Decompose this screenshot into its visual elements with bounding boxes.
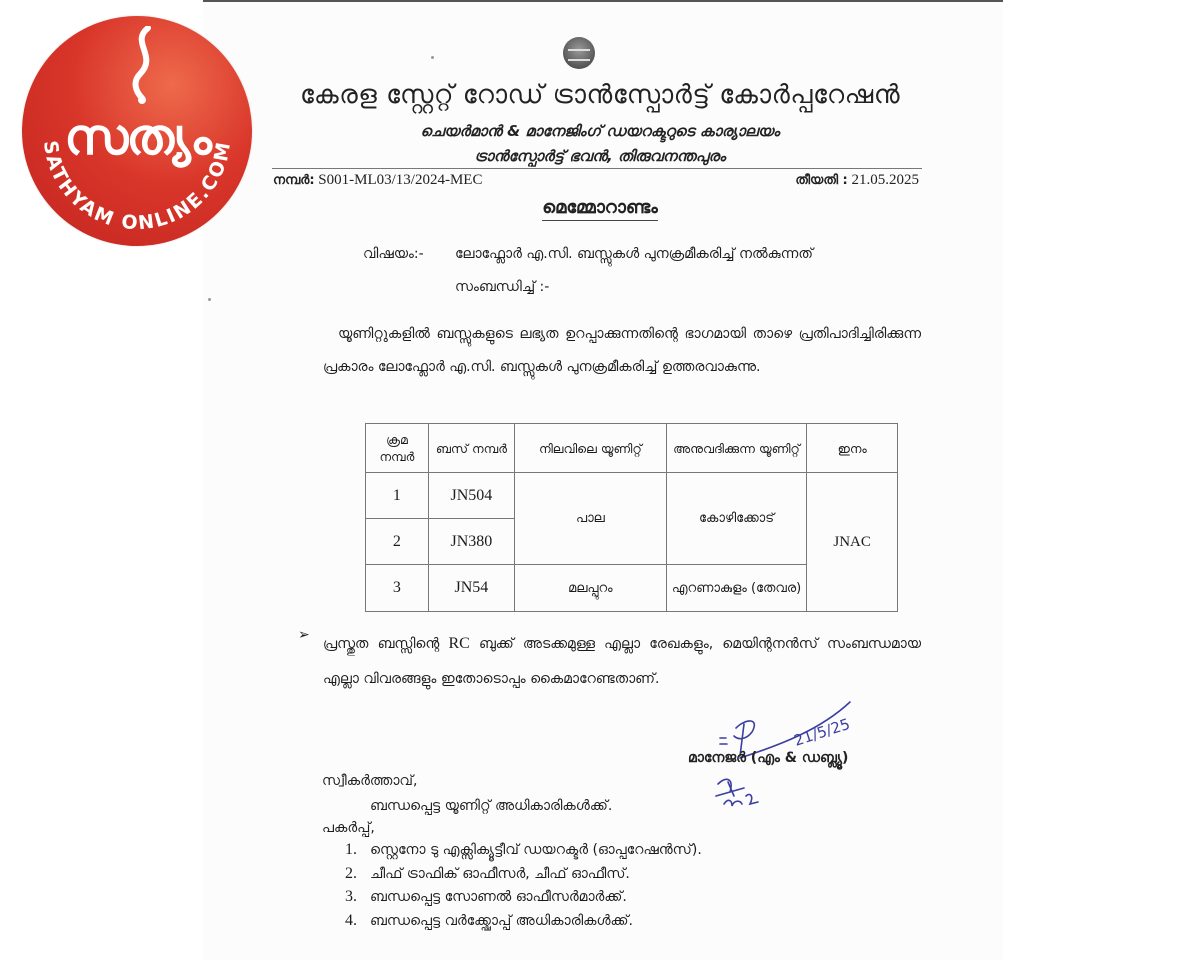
- bus-type: JNAC: [807, 473, 898, 612]
- list-item: 1. സ്റ്റെനോ ടു എക്സിക്യൂട്ടീവ് ഡയറക്ടർ (ഓപ്പറേഷൻസ്).: [345, 841, 702, 858]
- body-paragraph: യൂണിറ്റുകളിൽ ബസ്സുകളുടെ ലഭ്യത ഉറപ്പാക്കുന്നതിന്റെ ഭാഗമായി താഴെ പ്രതിപാദിച്ചിരിക്കുന്ന പ്രകാരം ലോഫ്ലോർ എ.സി. ബസ്സുകൾ പുനക്രമീകരിച്ച് ഉത്തരവാകുന്നു.: [323, 326, 921, 375]
- signature-date: 21/5/25: [791, 714, 853, 750]
- sathyam-online-logo: [22, 16, 252, 246]
- table-row: [366, 473, 898, 519]
- list-item: 2. ചീഫ് ട്രാഫിക് ഓഫീസർ, ചീഫ് ഓഫീസ്.: [345, 864, 630, 882]
- logo-ring-text: [22, 16, 252, 246]
- svg-text:SATHYAM ONLINE.COM: SATHYAM ONLINE.COM: [38, 138, 236, 235]
- memo-title: മെമ്മോറാണ്ടം: [490, 197, 710, 218]
- office-address: ട്രാൻസ്പോർട്ട് ഭവൻ, തിരുവനന്തപുരം: [474, 147, 726, 165]
- current-unit: മലപ്പുറം: [514, 565, 666, 612]
- bus-transfer-table: [365, 423, 898, 612]
- subject-line-2: സംബന്ധിച്ച് :-: [455, 279, 550, 295]
- scan-speck: [208, 298, 211, 301]
- recipient-label: സ്വീകർത്താവ്,: [322, 773, 418, 789]
- recipient: ബന്ധപ്പെട്ട യൂണിറ്റ് അധികാരികൾക്ക്.: [370, 798, 613, 814]
- bus-no: JN380: [428, 519, 514, 565]
- table-header-row: [366, 424, 898, 473]
- instruction-text: പ്രസ്തുത ബസ്സിന്റെ RC ബുക്ക് അടക്കമുള്ള എല്ലാ രേഖകളും, മെയിന്റനൻസ് സംബന്ധമായ എല്ലാ വിവരങ്ങളും ഇതോടൊപ്പം കൈമാറേണ്ടതാണ്.: [323, 635, 922, 687]
- copy-to-label: പകർപ്പ്,: [322, 820, 375, 836]
- header-divider: [272, 168, 922, 169]
- date-label: തീയതി :: [795, 173, 848, 188]
- date-value: 21.05.2025: [851, 172, 919, 188]
- list-item: 3. ബന്ധപ്പെട്ട സോണൽ ഓഫീസർമാർക്ക്.: [345, 888, 627, 905]
- reference-value: S001-ML03/13/2024-MEC: [318, 172, 483, 188]
- bus-no: JN54: [428, 565, 514, 612]
- organization-name: കേരള സ്റ്റേറ്റ് റോഡ് ട്രാൻസ്പോർട്ട് കോർപ്പറേഷൻ: [299, 80, 901, 110]
- logo-brand-text: സത്യം: [64, 108, 210, 166]
- serial-no: 2: [366, 519, 429, 565]
- header-current-unit: നിലവിലെ യൂണിറ്റ്: [514, 424, 666, 473]
- document-date: [795, 172, 919, 189]
- bus-no: JN504: [428, 473, 514, 519]
- scan-speck: [431, 56, 434, 59]
- allotted-unit: എറണാകുളം (തേവര): [666, 565, 806, 612]
- subject-label: വിഷയം:-: [363, 246, 424, 262]
- reference-number: [273, 172, 482, 189]
- top-border: [203, 0, 1003, 2]
- arrow-bullet-icon: ➢: [298, 627, 310, 643]
- header-allotted-unit: അനുവദിക്കുന്ന യൂണിറ്റ്: [666, 424, 806, 473]
- reference-label: നമ്പർ:: [273, 173, 315, 188]
- current-unit: പാല: [514, 473, 666, 565]
- header-type: ഇനം: [807, 424, 898, 473]
- kerala-emblem-icon: [563, 37, 595, 69]
- allotted-unit: കോഴിക്കോട്: [666, 473, 806, 565]
- copy-to-list: [345, 838, 702, 932]
- header-bus-no: ബസ് നമ്പർ: [428, 424, 514, 473]
- office-name: ചെയർമാൻ & മാനേജിംഗ് ഡയറക്ടറുടെ കാര്യാലയം: [420, 122, 780, 140]
- signatory-designation: മാനേജർ (എം & ഡബ്ല്യൂ): [688, 750, 849, 766]
- subject-line-1: ലോഫ്ലോർ എ.സി. ബസ്സുകൾ പുനക്രമീകരിച്ച് നൽകുന്നത്: [455, 246, 813, 262]
- header-serial-no: ക്രമ നമ്പർ: [366, 424, 429, 473]
- list-item: 4. ബന്ധപ്പെട്ട വർക്ക്ഷോപ്പ് അധികാരികൾക്ക്.: [345, 911, 633, 929]
- serial-no: 1: [366, 473, 429, 519]
- serial-no: 3: [366, 565, 429, 612]
